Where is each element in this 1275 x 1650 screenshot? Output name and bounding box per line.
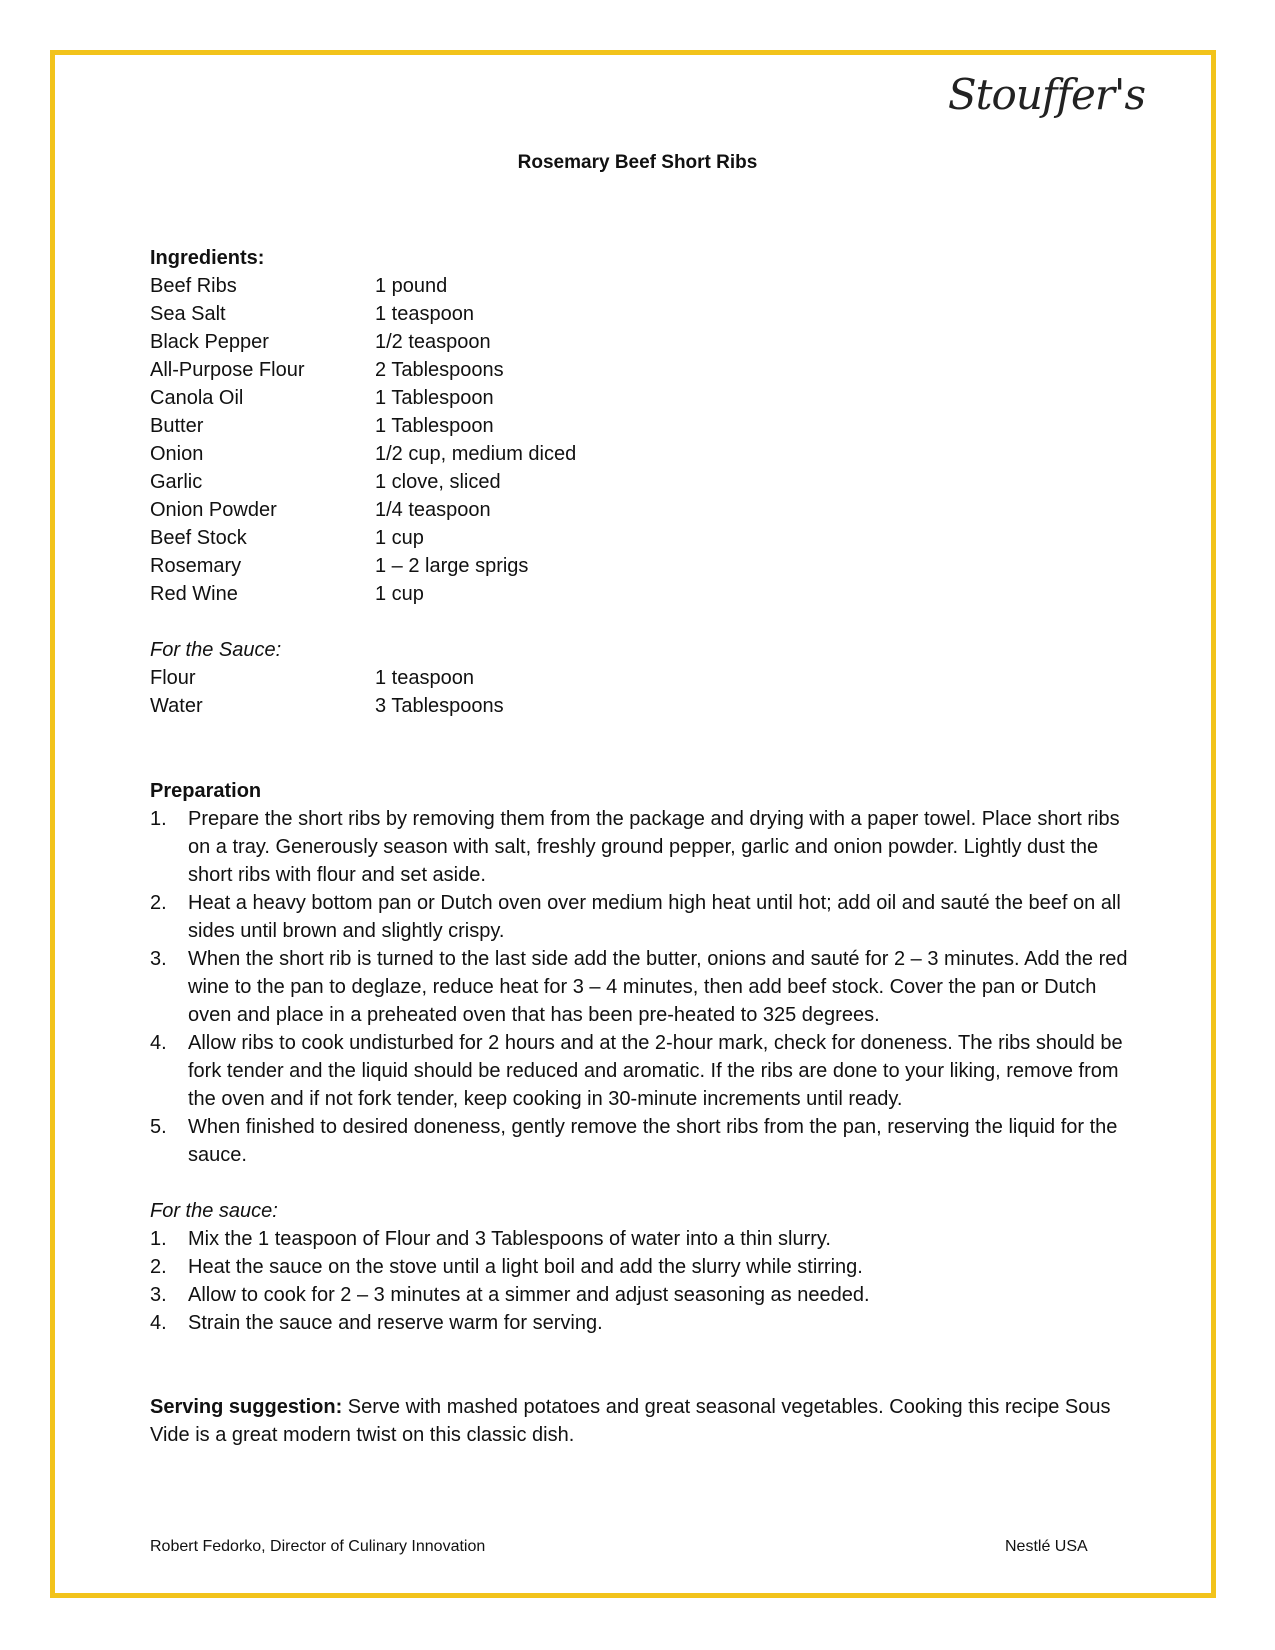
ingredient-row (150, 356, 1130, 384)
sauce-ingredients-heading: For the Sauce: (150, 639, 282, 661)
step-item (150, 1309, 1130, 1337)
step-number: 3. (150, 948, 167, 970)
ingredient-quantity: 1 teaspoon (375, 303, 474, 325)
step-text: Strain the sauce and reserve warm for serving. (188, 1312, 603, 1334)
ingredient-quantity: 1/2 cup, medium diced (375, 443, 577, 465)
step-text: Allow ribs to cook undisturbed for 2 hours and at the 2-hour mark, check for doneness. The ribs should be fork tender and the liquid should be reduced and aromatic. If the ribs are done to your liking, remove from the oven and if not fork tender, keep cooking in 30-minute increments until ready. (188, 1032, 1123, 1110)
ingredient-quantity: 1 – 2 large sprigs (375, 555, 529, 577)
ingredient-quantity: 2 Tablespoons (375, 359, 504, 381)
ingredient-quantity: 1/2 teaspoon (375, 331, 491, 353)
ingredient-name: Onion (150, 443, 204, 465)
step-text: Heat the sauce on the stove until a light boil and add the slurry while stirring. (188, 1256, 863, 1278)
ingredient-quantity: 1 clove, sliced (375, 471, 501, 493)
ingredient-name: Beef Ribs (150, 275, 237, 297)
step-number: 2. (150, 1256, 167, 1278)
step-number: 4. (150, 1312, 167, 1334)
ingredient-row (150, 468, 1130, 496)
ingredient-name: Canola Oil (150, 387, 244, 409)
step-item (150, 889, 1130, 945)
ingredient-row (150, 412, 1130, 440)
step-item (150, 805, 1130, 889)
ingredient-name: Onion Powder (150, 499, 277, 521)
ingredient-row (150, 552, 1130, 580)
ingredient-quantity: 1 Tablespoon (375, 415, 494, 437)
ingredients-list (150, 272, 1130, 608)
ingredient-name: Butter (150, 415, 204, 437)
recipe-body (150, 244, 1130, 1449)
ingredient-row (150, 440, 1130, 468)
ingredient-quantity: 1 Tablespoon (375, 387, 494, 409)
ingredient-name: Red Wine (150, 583, 238, 605)
ingredient-quantity: 3 Tablespoons (375, 695, 504, 717)
ingredient-name: Flour (150, 667, 196, 689)
ingredient-row (150, 328, 1130, 356)
ingredient-quantity: 1 pound (375, 275, 448, 297)
ingredient-name: Black Pepper (150, 331, 269, 353)
step-item (150, 1225, 1130, 1253)
serving-suggestion (150, 1393, 1130, 1449)
step-item (150, 1253, 1130, 1281)
step-text: When the short rib is turned to the last side add the butter, onions and sauté for 2 – 3 minutes. Add the red wine to the pan to deglaze, reduce heat for 3 – 4 minutes, then add beef stock. Cover the pan or Dutch oven and place in a preheated oven that has been pre-heated to 325 degrees. (188, 948, 1128, 1026)
ingredient-name: Water (150, 695, 203, 717)
step-text: Heat a heavy bottom pan or Dutch oven over medium high heat until hot; add oil and sauté the beef on all sides until brown and slightly crispy. (188, 892, 1121, 942)
recipe-title: Rosemary Beef Short Ribs (517, 152, 758, 173)
ingredient-name: Garlic (150, 471, 203, 493)
sauce-ingredients-list (150, 664, 1130, 720)
step-item (150, 1029, 1130, 1113)
step-number: 1. (150, 1228, 167, 1250)
brand-logo: Stouffer's (947, 70, 1145, 119)
ingredient-row (150, 496, 1130, 524)
sauce-steps-heading: For the sauce: (150, 1200, 278, 1222)
step-number: 2. (150, 892, 167, 914)
ingredient-name: Beef Stock (150, 527, 247, 549)
ingredient-name: Rosemary (150, 555, 242, 577)
step-number: 3. (150, 1284, 167, 1306)
footer-company: Nestlé USA (1005, 1538, 1088, 1555)
ingredient-row (150, 524, 1130, 552)
sauce-steps (150, 1225, 1130, 1337)
ingredient-row (150, 692, 1130, 720)
step-text: Allow to cook for 2 – 3 minutes at a simmer and adjust seasoning as needed. (188, 1284, 870, 1306)
ingredient-row (150, 664, 1130, 692)
step-text: When finished to desired doneness, gently remove the short ribs from the pan, reserving the liquid for the sauce. (188, 1116, 1118, 1166)
step-item (150, 1281, 1130, 1309)
step-number: 5. (150, 1116, 167, 1138)
step-number: 4. (150, 1032, 167, 1054)
step-text: Mix the 1 teaspoon of Flour and 3 Tablespoons of water into a thin slurry. (188, 1228, 831, 1250)
preparation-steps (150, 805, 1130, 1169)
ingredient-quantity: 1 cup (375, 527, 424, 549)
ingredient-name: Sea Salt (150, 303, 226, 325)
ingredient-row (150, 384, 1130, 412)
ingredient-quantity: 1/4 teaspoon (375, 499, 491, 521)
ingredient-row (150, 300, 1130, 328)
step-item (150, 1113, 1130, 1169)
step-item (150, 945, 1130, 1029)
ingredient-quantity: 1 cup (375, 583, 424, 605)
ingredient-row (150, 272, 1130, 300)
ingredient-quantity: 1 teaspoon (375, 667, 474, 689)
step-text: Prepare the short ribs by removing them from the package and drying with a paper towel. Place short ribs on a tray. Generously season with salt, freshly ground pepper, garlic and onion powder. Lightly dust the short ribs with flour and set aside. (188, 808, 1120, 886)
ingredients-heading: Ingredients: (150, 247, 265, 269)
step-number: 1. (150, 808, 167, 830)
ingredient-name: All-Purpose Flour (150, 359, 305, 381)
footer-author: Robert Fedorko, Director of Culinary Innovation (150, 1538, 486, 1555)
serving-text: Serve with mashed potatoes and great seasonal vegetables. Cooking this recipe Sous Vide is a great modern twist on this classic dish. (150, 1396, 1111, 1446)
preparation-heading: Preparation (150, 780, 262, 802)
serving-label: Serving suggestion: (150, 1396, 343, 1418)
ingredient-row (150, 580, 1130, 608)
